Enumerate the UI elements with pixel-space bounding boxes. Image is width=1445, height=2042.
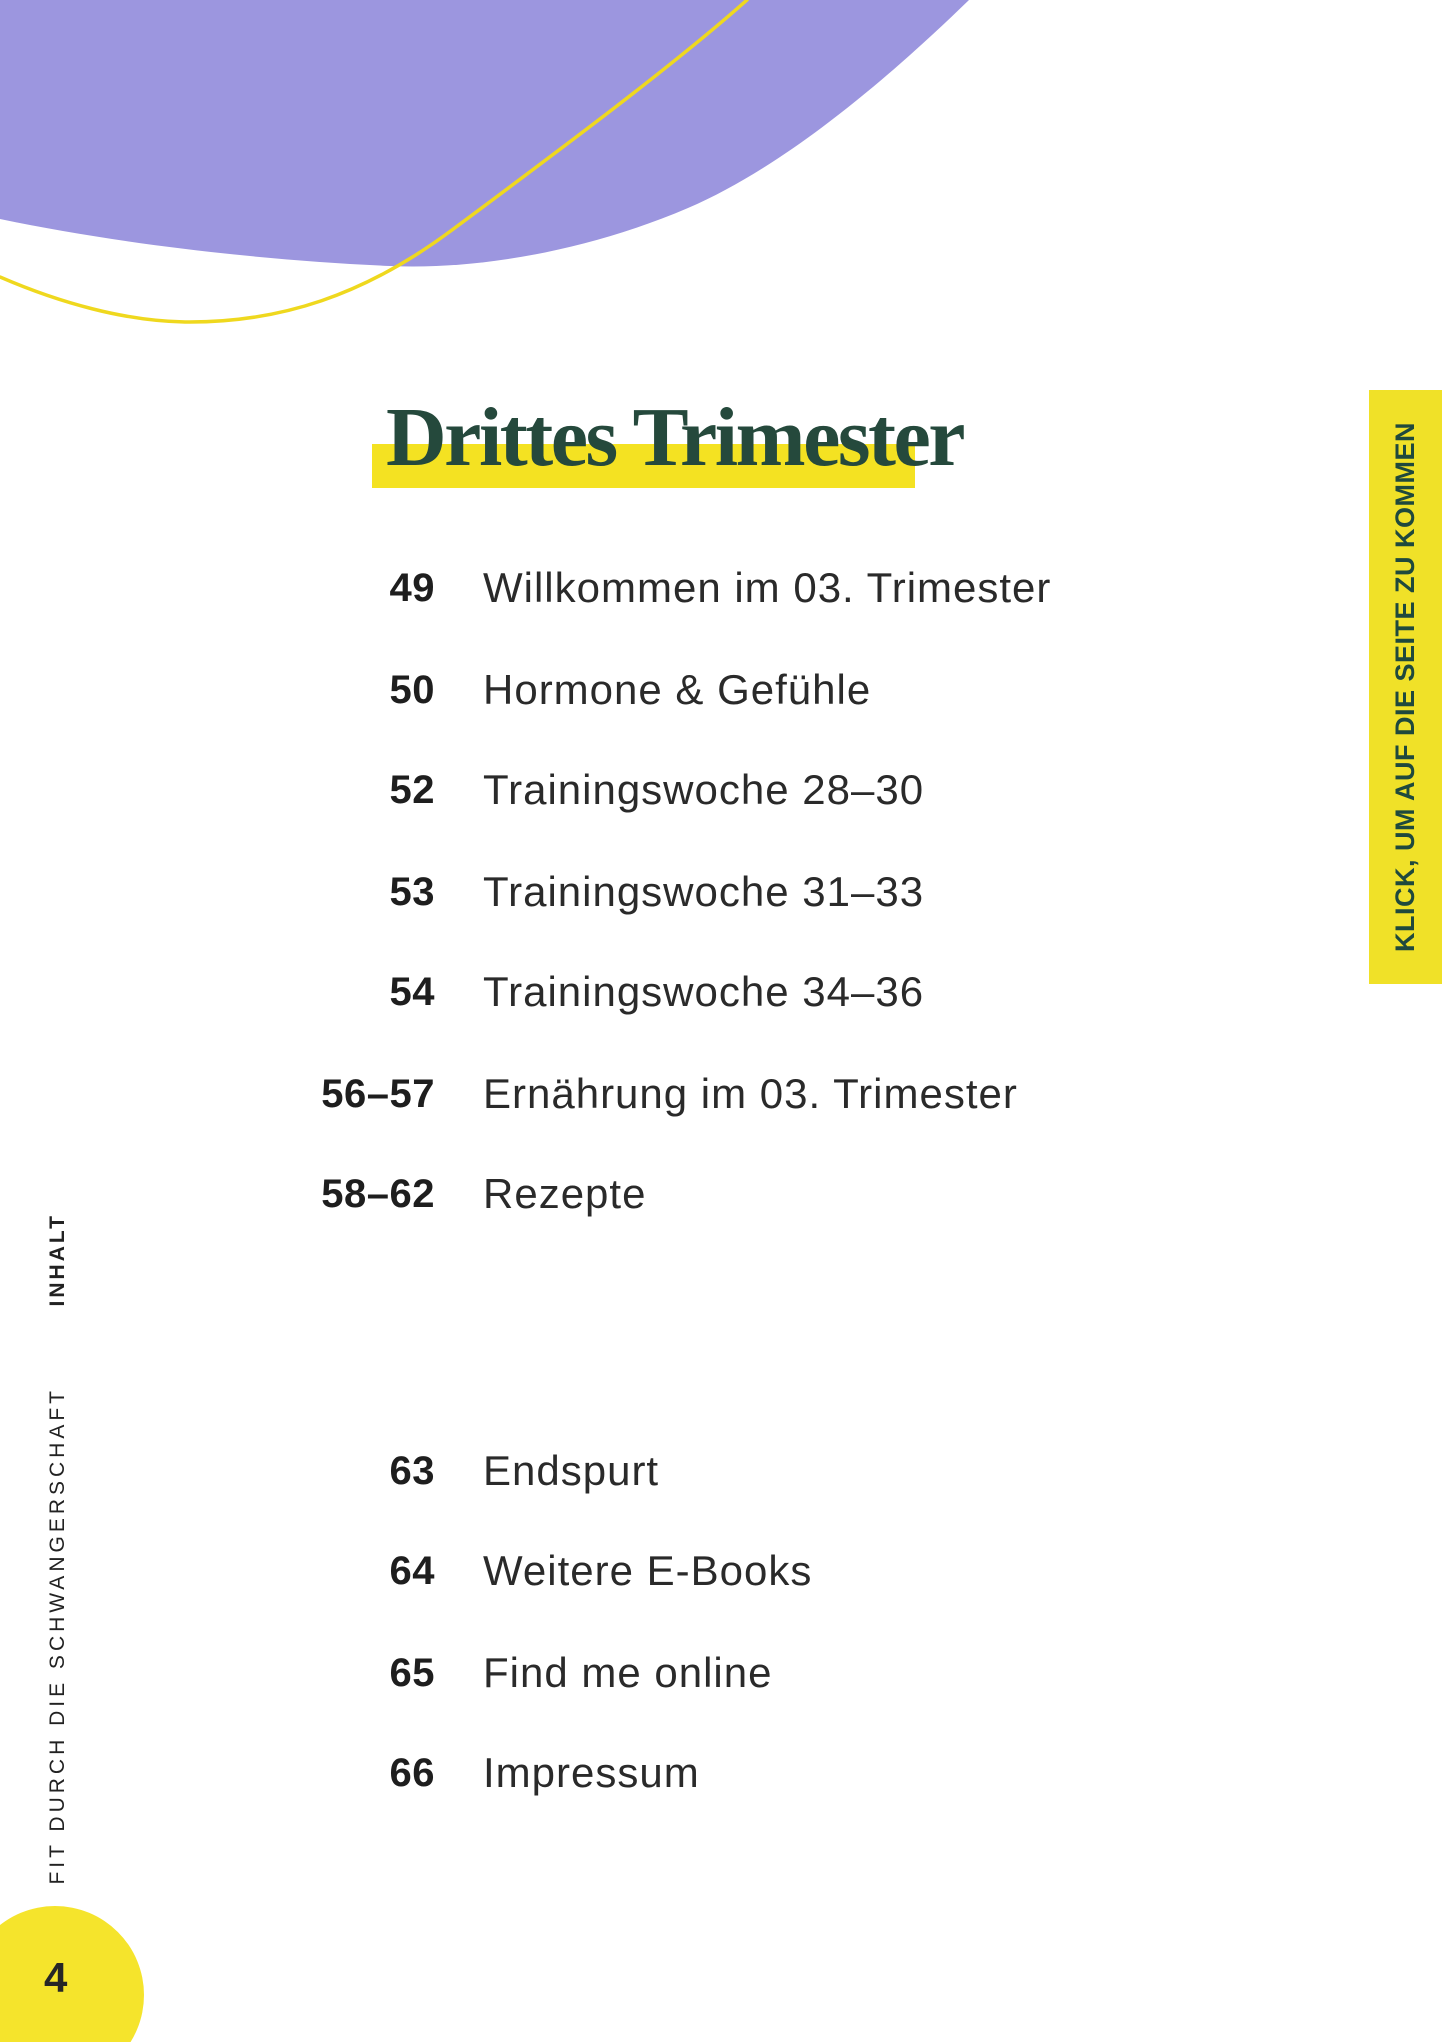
toc-entry-pages: 58–62	[321, 1172, 435, 1216]
toc-entry-label: Rezepte	[483, 1170, 647, 1217]
page-number: 4	[44, 1954, 68, 2001]
toc-entry-pages: 64	[389, 1549, 435, 1593]
toc-entry-label: Weitere E-Books	[483, 1547, 813, 1594]
toc-entry-pages: 52	[389, 768, 435, 812]
toc-entry-label: Trainingswoche 34–36	[483, 968, 925, 1015]
toc-entry[interactable]	[0, 1443, 1200, 1499]
toc-entry[interactable]	[0, 560, 1200, 616]
toc-entry-label: Willkommen im 03. Trimester	[483, 564, 1052, 611]
click-banner	[1369, 390, 1442, 984]
toc-entry-label: Hormone & Gefühle	[483, 666, 872, 713]
toc-entry[interactable]	[0, 964, 1200, 1020]
toc-entry-pages: 56–57	[321, 1072, 435, 1116]
toc-entry-pages: 63	[389, 1449, 435, 1493]
toc-entry-pages: 65	[389, 1651, 435, 1695]
sidebar-section-label: INHALT	[46, 1213, 69, 1307]
toc-entry-label: Trainingswoche 31–33	[483, 868, 925, 915]
toc-entry[interactable]	[0, 1166, 1200, 1222]
sidebar-book-title: FIT DURCH DIE SCHWANGERSCHAFT	[46, 1387, 69, 1885]
click-banner-label: KLICK, UM AUF DIE SEITE ZU KOMMEN	[1390, 422, 1420, 952]
toc-entry[interactable]	[0, 1745, 1200, 1801]
toc-entry-pages: 66	[389, 1751, 435, 1795]
purple-blob-shape	[0, 0, 969, 267]
toc-entry-label: Ernährung im 03. Trimester	[483, 1070, 1018, 1117]
page-title: Drittes Trimester	[386, 391, 964, 484]
top-decoration	[0, 0, 1445, 345]
toc-entry[interactable]	[0, 662, 1200, 718]
toc-entry-pages: 49	[389, 566, 435, 610]
page-number-circle	[0, 1906, 144, 2042]
toc-entry-label: Endspurt	[483, 1447, 660, 1494]
toc-entry-label: Impressum	[483, 1749, 700, 1796]
toc-entry-label: Trainingswoche 28–30	[483, 766, 925, 813]
toc-entry[interactable]	[0, 762, 1200, 818]
toc-entry[interactable]	[0, 1645, 1200, 1701]
toc-entry-label: Find me online	[483, 1649, 773, 1696]
toc-entry[interactable]	[0, 1543, 1200, 1599]
toc-entry-pages: 50	[389, 668, 435, 712]
toc-entry[interactable]	[0, 1066, 1200, 1122]
toc-entry[interactable]	[0, 864, 1200, 920]
toc-entry-pages: 53	[389, 870, 435, 914]
toc-entry-pages: 54	[389, 970, 435, 1014]
